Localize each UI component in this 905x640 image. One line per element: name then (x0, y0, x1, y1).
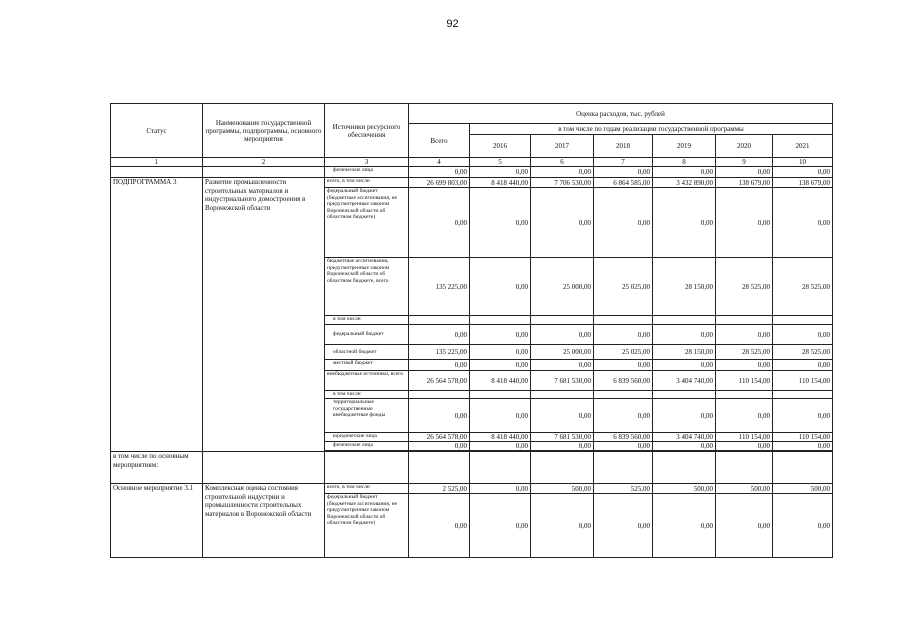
value-cell: 0,00 (531, 188, 594, 258)
value-cell: 135 225,00 (409, 258, 470, 316)
header-year: 2021 (773, 135, 833, 158)
value-cell: 8 418 440,00 (470, 433, 531, 442)
value-cell: 0,00 (716, 325, 773, 345)
value-cell: 26 564 578,00 (409, 433, 470, 442)
subprogram-name: Развитие промышленности строительных материалов и индустриального домостроения в Воронежской области (203, 178, 325, 452)
value-cell: 0,00 (653, 494, 716, 558)
value-cell: 500,00 (773, 484, 833, 494)
column-number: 1 (111, 158, 203, 167)
source-label: федеральный бюджет (325, 325, 409, 345)
value-cell: 0,00 (773, 325, 833, 345)
value-cell: 0,00 (773, 494, 833, 558)
value-cell: 110 154,00 (773, 433, 833, 442)
value-cell: 8 418 440,00 (470, 178, 531, 188)
value-cell: 3 404 740,00 (653, 433, 716, 442)
source-label: физические лица (325, 442, 409, 451)
value-cell: 0,00 (470, 258, 531, 316)
value-cell: 28 525,00 (716, 258, 773, 316)
value-cell: 0,00 (409, 325, 470, 345)
column-number: 10 (773, 158, 833, 167)
table-row (111, 167, 833, 178)
value-cell: 0,00 (531, 442, 594, 451)
value-cell: 0,00 (409, 442, 470, 451)
page-number: 92 (446, 18, 459, 30)
source-label: в том числе: (325, 316, 409, 325)
value-cell: 2 525,00 (409, 484, 470, 494)
value-cell: 500,00 (653, 484, 716, 494)
header-total: Всего (409, 124, 470, 158)
measure-status: Основное мероприятие 3.1 (111, 484, 203, 558)
value-cell: 0,00 (594, 325, 653, 345)
header-estimate: Оценка расходов, тыс. рублей (409, 104, 833, 124)
value-cell: 0,00 (409, 399, 470, 433)
column-number: 5 (470, 158, 531, 167)
value-cell: 0,00 (653, 442, 716, 451)
value-cell: 0,00 (653, 188, 716, 258)
value-cell: 7 706 530,00 (531, 178, 594, 188)
source-label: физические лица (325, 167, 409, 178)
header-year: 2020 (716, 135, 773, 158)
value-cell: 0,00 (653, 325, 716, 345)
subprogram-status: ПОДПРОГРАММА 3 (111, 178, 203, 452)
header-name: Наименование государственной программы, подпрограммы, основного мероприятия (203, 104, 325, 158)
value-cell: 0,00 (653, 167, 716, 178)
value-cell: 28 525,00 (773, 345, 833, 360)
source-label: внебюджетные источники, всего (325, 371, 409, 391)
value-cell: 28 525,00 (716, 345, 773, 360)
value-cell: 0,00 (470, 494, 531, 558)
value-cell: 3 404 740,00 (653, 371, 716, 391)
value-cell: 6 864 585,00 (594, 178, 653, 188)
value-cell: 0,00 (716, 442, 773, 451)
value-cell: 0,00 (409, 167, 470, 178)
value-cell: 26 564 578,00 (409, 371, 470, 391)
value-cell: 0,00 (594, 442, 653, 451)
header-year: 2018 (594, 135, 653, 158)
measure-name: Комплексная оценка состояния строительной индустрии и промышленности строительных материалов в Воронежской области (203, 484, 325, 558)
value-cell: 0,00 (773, 167, 833, 178)
value-cell: 0,00 (653, 399, 716, 433)
header-year: 2017 (531, 135, 594, 158)
value-cell: 135 225,00 (409, 345, 470, 360)
value-cell: 0,00 (773, 188, 833, 258)
value-cell: 0,00 (531, 167, 594, 178)
value-cell: 0,00 (594, 167, 653, 178)
value-cell: 0,00 (773, 360, 833, 371)
value-cell: 0,00 (409, 360, 470, 371)
source-label: областной бюджет (325, 345, 409, 360)
value-cell: 0,00 (594, 494, 653, 558)
value-cell: 0,00 (470, 345, 531, 360)
value-cell: 0,00 (531, 399, 594, 433)
value-cell: 525,00 (594, 484, 653, 494)
value-cell: 0,00 (470, 360, 531, 371)
column-number: 4 (409, 158, 470, 167)
source-label: всего, в том числе: (325, 484, 409, 494)
column-number: 8 (653, 158, 716, 167)
header-sources: Источники ресурсного обеспечения (325, 104, 409, 158)
value-cell: 0,00 (470, 484, 531, 494)
value-cell: 3 432 890,00 (653, 178, 716, 188)
value-cell: 0,00 (594, 399, 653, 433)
column-number: 6 (531, 158, 594, 167)
column-number: 7 (594, 158, 653, 167)
value-cell: 0,00 (470, 442, 531, 451)
column-number: 9 (716, 158, 773, 167)
value-cell: 25 025,00 (594, 345, 653, 360)
value-cell: 6 839 560,00 (594, 371, 653, 391)
source-label: в том числе: (325, 391, 409, 399)
value-cell: 0,00 (531, 360, 594, 371)
value-cell: 0,00 (470, 188, 531, 258)
value-cell: 0,00 (470, 167, 531, 178)
value-cell: 0,00 (594, 360, 653, 371)
value-cell: 0,00 (716, 167, 773, 178)
value-cell: 7 681 530,00 (531, 433, 594, 442)
header-status: Статус (111, 104, 203, 158)
value-cell: 110 154,00 (716, 371, 773, 391)
value-cell: 0,00 (716, 360, 773, 371)
table-row (111, 178, 833, 188)
source-label: местный бюджет (325, 360, 409, 371)
table-row (111, 452, 833, 484)
value-cell: 28 150,00 (653, 258, 716, 316)
value-cell: 28 525,00 (773, 258, 833, 316)
value-cell: 0,00 (653, 360, 716, 371)
value-cell: 110 154,00 (773, 371, 833, 391)
table-row (111, 484, 833, 494)
column-number: 3 (325, 158, 409, 167)
value-cell: 138 679,00 (716, 178, 773, 188)
value-cell: 25 000,00 (531, 258, 594, 316)
value-cell: 0,00 (716, 399, 773, 433)
value-cell: 500,00 (531, 484, 594, 494)
budget-table (110, 103, 833, 558)
header-year: 2019 (653, 135, 716, 158)
source-label: федеральный бюджет (бюджетные ассигнования, не предусмотренные законом Воронежской области об областном бюджете) (325, 494, 409, 558)
value-cell: 0,00 (470, 325, 531, 345)
value-cell: 110 154,00 (716, 433, 773, 442)
value-cell: 25 000,00 (531, 345, 594, 360)
value-cell: 138 679,00 (773, 178, 833, 188)
value-cell: 6 839 560,00 (594, 433, 653, 442)
value-cell: 7 681 530,00 (531, 371, 594, 391)
column-number: 2 (203, 158, 325, 167)
value-cell: 0,00 (470, 399, 531, 433)
value-cell: 0,00 (594, 188, 653, 258)
source-label: федеральный бюджет (бюджетные ассигнования, не предусмотренные законом Воронежской области об областном бюджете) (325, 188, 409, 258)
value-cell: 0,00 (773, 399, 833, 433)
value-cell: 0,00 (531, 494, 594, 558)
source-label: юридические лица (325, 433, 409, 442)
value-cell: 500,00 (716, 484, 773, 494)
section-label: в том числе по основным мероприятиям: (111, 452, 203, 484)
value-cell: 0,00 (409, 494, 470, 558)
header-year: 2016 (470, 135, 531, 158)
value-cell: 26 699 803,00 (409, 178, 470, 188)
header-by-years: в том числе по годам реализации государственной программы (470, 124, 833, 135)
source-label: территориальные государственные внебюджетные фонды (325, 399, 409, 433)
value-cell: 0,00 (531, 325, 594, 345)
value-cell: 8 418 440,00 (470, 371, 531, 391)
value-cell: 28 150,00 (653, 345, 716, 360)
source-label: всего, в том числе: (325, 178, 409, 188)
value-cell: 0,00 (773, 442, 833, 451)
source-label: бюджетные ассигнования, предусмотренные законом Воронежской области об областном бюджете, всего (325, 258, 409, 316)
value-cell: 0,00 (716, 494, 773, 558)
value-cell: 0,00 (716, 188, 773, 258)
value-cell: 0,00 (409, 188, 470, 258)
value-cell: 25 025,00 (594, 258, 653, 316)
